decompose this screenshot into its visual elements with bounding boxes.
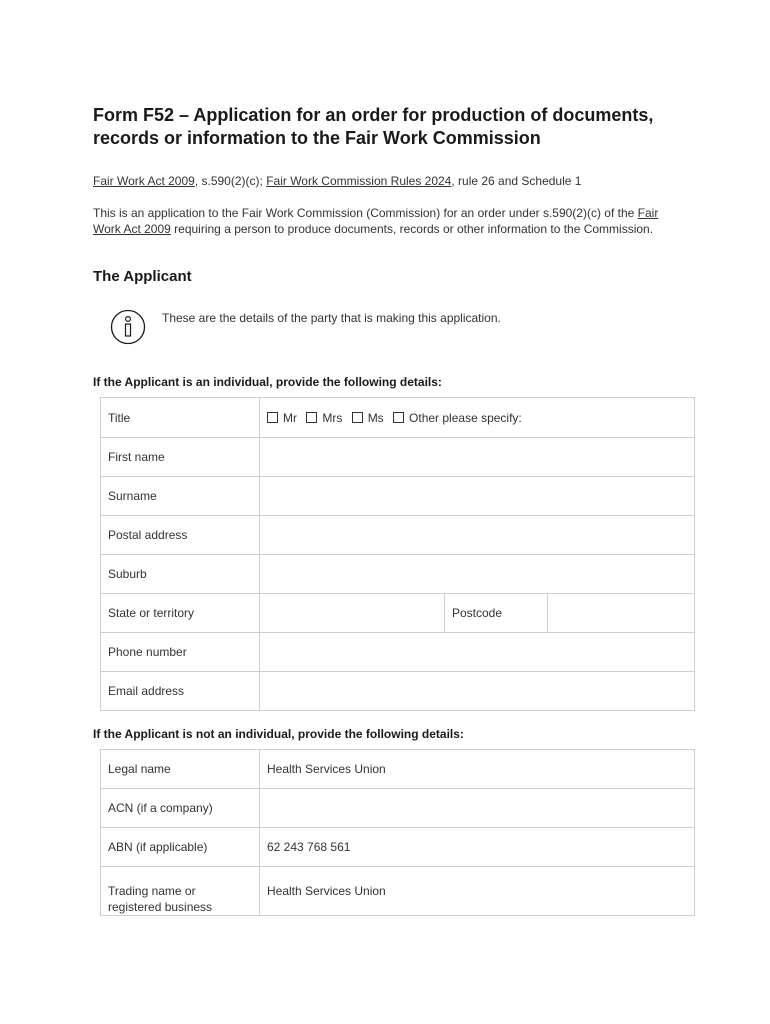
applicant-info-text: These are the details of the party that is making this application.	[162, 311, 501, 325]
phone-field[interactable]	[260, 633, 695, 672]
state-postcode-row	[101, 594, 695, 633]
trading-name-label: Trading name or registered business	[101, 867, 260, 916]
first-name-row	[101, 438, 695, 477]
checkbox-icon	[267, 412, 278, 423]
intro-act-link[interactable]: Fair Work Act 2009	[93, 206, 659, 236]
legal-name-label: Legal name	[101, 750, 260, 789]
checkbox-icon	[393, 412, 404, 423]
postcode-field[interactable]	[548, 594, 695, 633]
first-name-field[interactable]	[260, 438, 695, 477]
title-option-mr[interactable]: Mr	[267, 411, 297, 425]
surname-field[interactable]	[260, 477, 695, 516]
intro-text-after: requiring a person to produce documents, records or other information to the Commission.	[170, 222, 654, 236]
first-name-label: First name	[101, 438, 260, 477]
abn-label: ABN (if applicable)	[101, 828, 260, 867]
trading-name-row	[101, 867, 695, 916]
info-icon	[110, 309, 146, 345]
trading-name-field[interactable]: Health Services Union	[260, 867, 695, 916]
email-field[interactable]	[260, 672, 695, 711]
intro-text-before: This is an application to the Fair Work Commission (Commission) for an order under s.590(2)(c) of the	[93, 206, 638, 220]
applicant-heading: The Applicant	[93, 268, 192, 285]
acn-field[interactable]	[260, 789, 695, 828]
legal-name-field[interactable]: Health Services Union	[260, 750, 695, 789]
phone-label: Phone number	[101, 633, 260, 672]
title-option-mrs[interactable]: Mrs	[306, 411, 342, 425]
individual-details-table	[100, 397, 695, 711]
title-option-other[interactable]: Other please specify:	[393, 411, 522, 425]
acn-label: ACN (if a company)	[101, 789, 260, 828]
fair-work-act-link[interactable]: Fair Work Act 2009	[93, 174, 195, 188]
abn-row	[101, 828, 695, 867]
postal-address-field[interactable]	[260, 516, 695, 555]
title-option-ms[interactable]: Ms	[352, 411, 384, 425]
organisation-details-table	[100, 749, 695, 916]
rule-reference: , rule 26 and Schedule 1	[451, 174, 582, 188]
surname-row	[101, 477, 695, 516]
postal-address-label: Postal address	[101, 516, 260, 555]
postcode-label: Postcode	[445, 594, 548, 633]
state-field[interactable]	[260, 594, 445, 633]
surname-label: Surname	[101, 477, 260, 516]
section-reference: , s.590(2)(c);	[194, 174, 267, 188]
suburb-field[interactable]	[260, 555, 695, 594]
page-title	[93, 104, 693, 150]
phone-row	[101, 633, 695, 672]
fwc-rules-link[interactable]: Fair Work Commission Rules 2024	[266, 174, 452, 188]
email-row	[101, 672, 695, 711]
suburb-label: Suburb	[101, 555, 260, 594]
intro-paragraph	[93, 205, 673, 237]
checkbox-icon	[306, 412, 317, 423]
state-label: State or territory	[101, 594, 260, 633]
abn-field[interactable]: 62 243 768 561	[260, 828, 695, 867]
suburb-row	[101, 555, 695, 594]
checkbox-icon	[352, 412, 363, 423]
legislation-reference	[93, 174, 581, 188]
legal-name-row	[101, 750, 695, 789]
acn-row	[101, 789, 695, 828]
page-title-line-1: Form F52 – Application for an order for production of documents,	[93, 105, 654, 125]
organisation-heading: If the Applicant is not an individual, provide the following details:	[93, 727, 464, 741]
postal-address-row	[101, 516, 695, 555]
title-options	[260, 398, 695, 438]
title-label: Title	[101, 398, 260, 438]
email-label: Email address	[101, 672, 260, 711]
individual-heading: If the Applicant is an individual, provide the following details:	[93, 375, 442, 389]
title-row	[101, 398, 695, 438]
page-title-line-2: records or information to the Fair Work Commission	[93, 128, 541, 148]
